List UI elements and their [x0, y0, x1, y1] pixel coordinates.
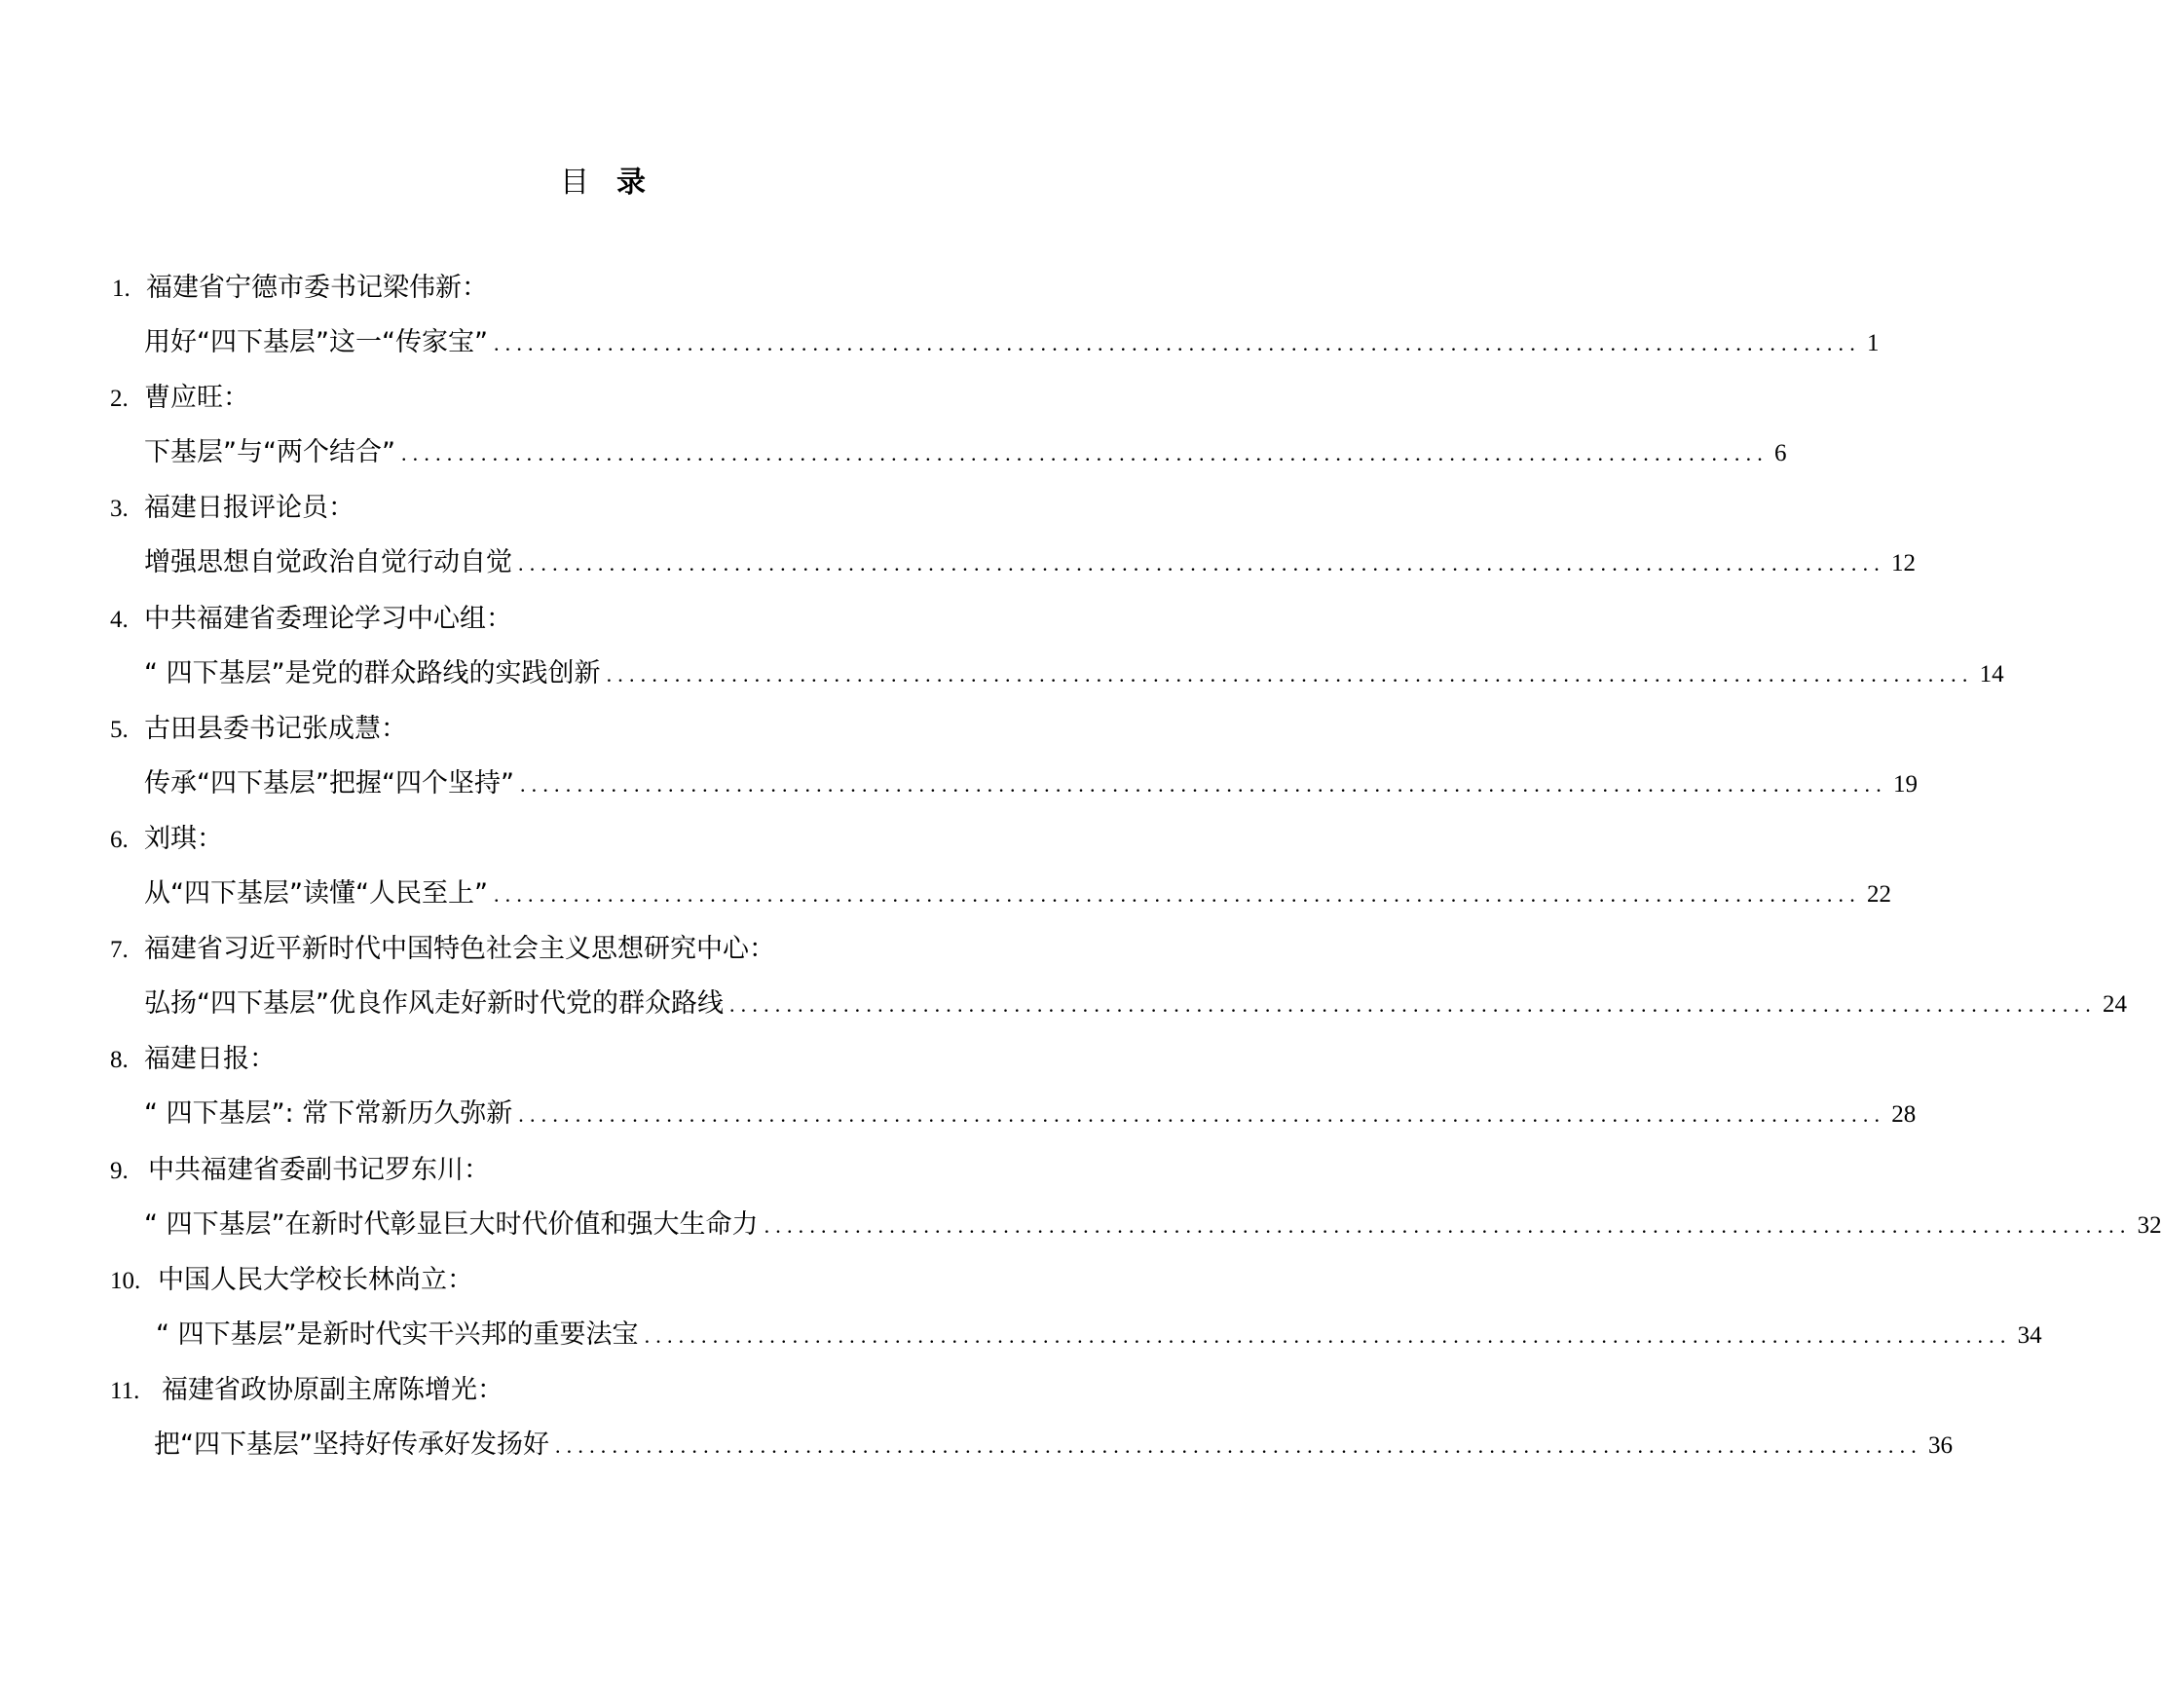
- toc-entry-heading-line: [110, 600, 512, 639]
- dot-leader: ........................................................................................................................: [518, 1102, 1886, 1128]
- toc-entry: [0, 1371, 1953, 1481]
- toc-entry-page-number[interactable]: 14: [1979, 660, 2004, 687]
- toc-entry-page-number[interactable]: 34: [2017, 1321, 2042, 1349]
- dot-leader: ........................................................................................................................: [493, 881, 1861, 907]
- toc-entry-number: 7.: [110, 937, 129, 964]
- toc-entry-author: 福建日报评论员：: [144, 493, 354, 524]
- toc-list: [0, 269, 2162, 1481]
- toc-entry-number: 1.: [112, 276, 130, 302]
- toc-entry-page-number[interactable]: 32: [2137, 1211, 2162, 1239]
- toc-entry-heading-line: [110, 1371, 503, 1410]
- toc-entry-page-number[interactable]: 1: [1866, 330, 1880, 356]
- toc-entry-author: 福建省宁德市委书记梁伟新：: [146, 273, 488, 303]
- toc-entry: [0, 269, 1880, 379]
- dot-leader: ........................................................................................................................: [728, 992, 2097, 1018]
- toc-entry-author: 曹应旺：: [144, 383, 249, 414]
- toc-entry-number: 11.: [110, 1377, 140, 1404]
- toc-entry-title-line[interactable]: [144, 984, 2127, 1023]
- toc-entry-title-line[interactable]: [144, 1206, 2162, 1244]
- toc-entry-heading-line: [110, 379, 249, 418]
- toc-entry: [0, 710, 1918, 820]
- dot-leader: ........................................................................................................................: [518, 551, 1885, 576]
- toc-entry-number: 3.: [110, 496, 129, 523]
- toc-entry-title-line[interactable]: [144, 433, 1787, 472]
- toc-entry-heading-line: [110, 1040, 276, 1079]
- toc-entry-heading-line: [110, 710, 407, 749]
- toc-entry-page-number[interactable]: 28: [1891, 1101, 1917, 1129]
- toc-entry-title-line[interactable]: [144, 1095, 1917, 1133]
- toc-entry-page-number[interactable]: 6: [1773, 440, 1787, 467]
- toc-title-char-2: 录: [616, 166, 648, 200]
- toc-entry-heading-line: [110, 820, 223, 859]
- toc-entry: [0, 930, 2127, 1040]
- toc-entry-author: 中共福建省委副书记罗东川：: [148, 1154, 490, 1185]
- dot-leader: ........................................................................................................................: [644, 1322, 2012, 1348]
- toc-entry-page-number[interactable]: 22: [1866, 880, 1891, 908]
- toc-entry-title-line[interactable]: [144, 874, 1891, 913]
- toc-entry: [0, 820, 1891, 930]
- toc-entry-page-number[interactable]: 19: [1892, 770, 1918, 798]
- toc-entry-title[interactable]: 下基层”与“两个结合”: [144, 437, 395, 468]
- toc-entry-title[interactable]: 传承“四下基层”把握“四个坚持”: [144, 767, 514, 798]
- toc-entry-number: 4.: [110, 606, 129, 633]
- toc-entry-author: 福建日报：: [144, 1044, 276, 1075]
- toc-entry-title[interactable]: “ 四下基层”是新时代实干兴邦的重要法宝: [156, 1318, 639, 1350]
- toc-title-char-1: 目: [560, 166, 591, 200]
- dot-leader: ........................................................................................................................: [400, 441, 1769, 466]
- toc-entry-title[interactable]: “ 四下基层”: 常下常新历久弥新: [144, 1098, 513, 1130]
- toc-entry: [0, 1261, 2042, 1371]
- toc-entry-heading-line: [110, 930, 775, 969]
- toc-entry-author: 刘琪：: [144, 823, 223, 854]
- toc-entry-title[interactable]: 增强思想自觉政治自觉行动自觉: [144, 547, 512, 578]
- toc-entry-title-line[interactable]: [144, 654, 2004, 693]
- toc-entry-number: 9.: [110, 1157, 129, 1184]
- toc-entry-title[interactable]: 把“四下基层”坚持好传承好发扬好: [154, 1429, 549, 1460]
- toc-entry-title-line[interactable]: [154, 1426, 1953, 1465]
- toc-entry-title[interactable]: “ 四下基层”在新时代彰显巨大时代价值和强大生命力: [144, 1208, 759, 1240]
- toc-entry-number: 2.: [110, 386, 129, 413]
- toc-entry: [0, 1151, 2162, 1261]
- toc-entry-heading-line: [110, 489, 354, 528]
- toc-entry-heading-line: [110, 1151, 490, 1190]
- dot-leader: ........................................................................................................................: [519, 771, 1887, 797]
- toc-entry-title[interactable]: “ 四下基层”是党的群众路线的实践创新: [144, 657, 601, 688]
- toc-entry-author: 福建省习近平新时代中国特色社会主义思想研究中心：: [144, 934, 775, 965]
- toc-entry-number: 6.: [110, 826, 129, 853]
- toc-entry-title-line[interactable]: [144, 543, 1916, 582]
- toc-entry: [0, 600, 2004, 710]
- toc-title: [0, 158, 1208, 201]
- toc-entry-title-line[interactable]: [144, 323, 1880, 362]
- toc-entry-page-number[interactable]: 12: [1891, 550, 1916, 577]
- toc-entry: [0, 1040, 1917, 1150]
- toc-entry-number: 8.: [110, 1047, 129, 1074]
- dot-leader: ........................................................................................................................: [606, 661, 1974, 687]
- toc-entry-title-line[interactable]: [156, 1316, 2042, 1355]
- toc-entry-number: 5.: [110, 716, 129, 743]
- toc-entry: [0, 489, 1916, 599]
- toc-entry-heading-line: [110, 1261, 473, 1300]
- toc-entry-page-number[interactable]: 24: [2102, 991, 2127, 1019]
- toc-entry-author: 中国人民大学校长林尚立：: [158, 1264, 473, 1295]
- toc-entry-title[interactable]: 弘扬“四下基层”优良作风走好新时代党的群众路线: [144, 988, 724, 1020]
- toc-entry-author: 中共福建省委理论学习中心组：: [144, 603, 512, 634]
- toc-entry-title[interactable]: 用好“四下基层”这一“传家宝”: [144, 327, 488, 357]
- toc-entry-title[interactable]: 从“四下基层”读懂“人民至上”: [144, 877, 488, 909]
- dot-leader: ........................................................................................................................: [493, 331, 1861, 355]
- toc-entry-title-line[interactable]: [144, 764, 1918, 803]
- toc-entry-heading-line: [112, 269, 488, 308]
- toc-entry-author: 古田县委书记张成慧：: [144, 713, 407, 744]
- toc-entry-number: 10.: [110, 1267, 141, 1294]
- toc-entry-author: 福建省政协原副主席陈增光：: [162, 1374, 503, 1405]
- dot-leader: ........................................................................................................................: [764, 1212, 2132, 1238]
- dot-leader: ........................................................................................................................: [554, 1432, 1922, 1458]
- toc-entry: [0, 379, 1787, 489]
- toc-entry-page-number[interactable]: 36: [1927, 1431, 1953, 1459]
